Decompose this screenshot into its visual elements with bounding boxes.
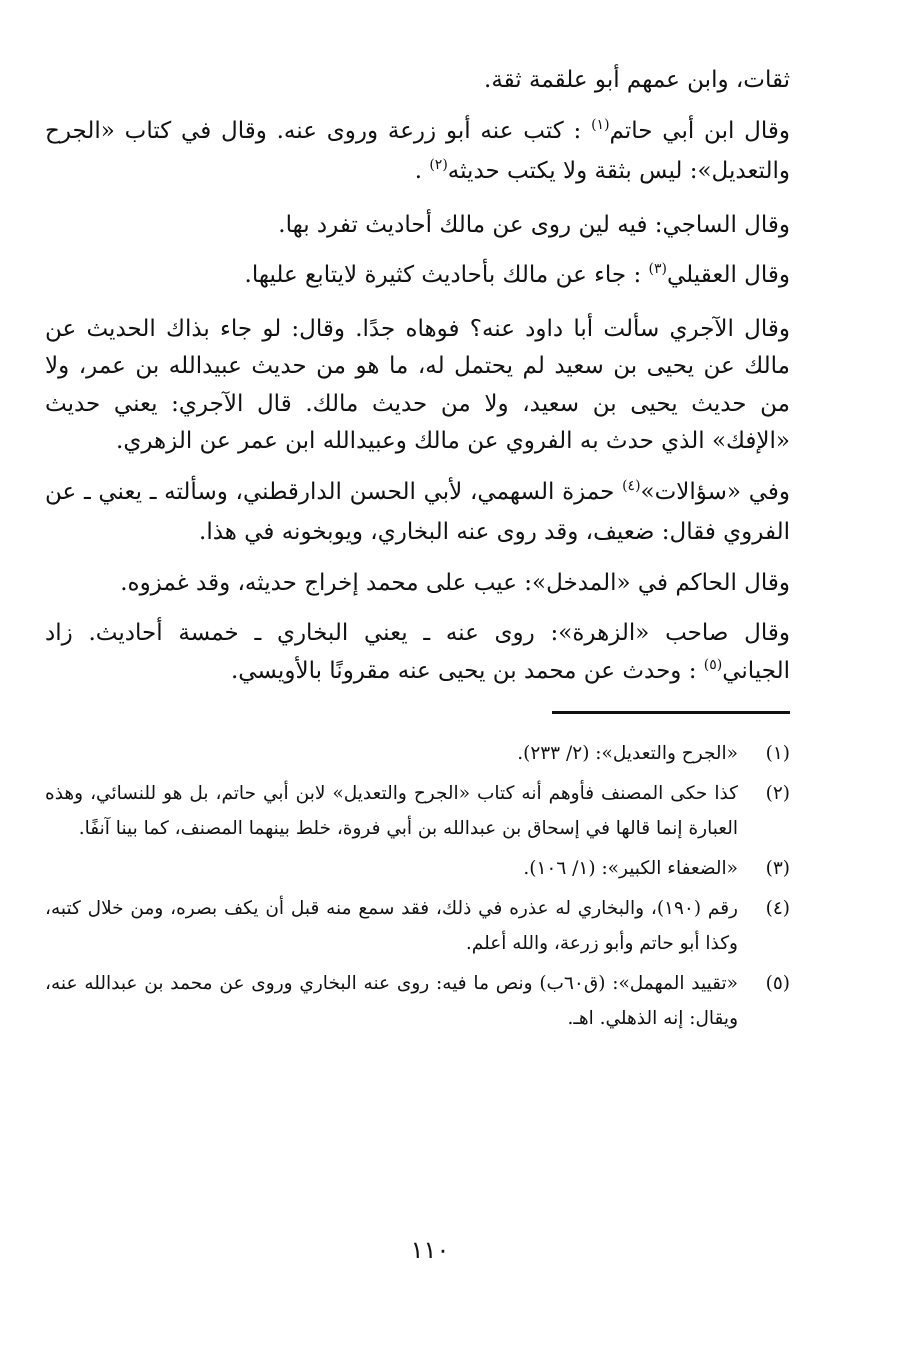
paragraph-text: وقال صاحب «الزهرة»: روى عنه ـ يعني البخاري ـ خمسة أحاديث. زاد الجياني <box>45 620 790 684</box>
footnote-ref-5[interactable]: (٥) <box>703 656 723 673</box>
footnote-number: (٣) <box>765 858 790 879</box>
paragraph-5 <box>45 311 790 461</box>
paragraph-text: : كتب عنه أبو زرعة وروى عنه. وقال في كتاب «الجرح والتعديل»: ليس بثقة ولا يكتب حديثه <box>45 117 790 184</box>
footnote-text: كذا حكى المصنف فأوهم أنه كتاب «الجرح والتعديل» لابن أبي حاتم، بل هو للنسائي، وهذه العبارة إنما قالها في إسحاق بن عبدالله بن أبي فروة، خلط بينهما المصنف، كما بينا آنفًا. <box>45 783 738 839</box>
footnote-ref-4[interactable]: (٤) <box>622 477 641 494</box>
page-number: ١١٠ <box>410 1236 450 1264</box>
paragraph-3 <box>45 207 790 245</box>
paragraph-text: وقال العقيلي <box>667 262 790 288</box>
footnote-text: «تقييد المهمل»: (ق٦٠ب) ونص ما فيه: روى عنه البخاري وروى عن محمد بن عبدالله عنه، ويقال: إنه الذهلي. اهـ. <box>45 973 738 1029</box>
paragraph-text: . <box>414 158 430 184</box>
paragraph-2 <box>45 113 790 194</box>
paragraph-text: حمزة السهمي، لأبي الحسن الدارقطني، وسألته ـ يعني ـ عن الفروي فقال: ضعيف، وقد روى عنه البخاري، ويوبخونه في هذا. <box>45 478 790 545</box>
book-page <box>45 62 790 1041</box>
footnote-number: (١) <box>765 743 790 764</box>
footnote-number: (٤) <box>765 898 790 919</box>
footnote-2 <box>45 776 790 846</box>
paragraph-1 <box>45 62 790 100</box>
footnote-4 <box>45 891 790 961</box>
footnote-number: (٢) <box>765 783 790 804</box>
footnote-text: «الضعفاء الكبير»: (١/ ١٠٦). <box>523 858 738 879</box>
footnote-number: (٥) <box>765 973 790 994</box>
paragraph-text: : وحدث عن محمد بن يحيى عنه مقرونًا بالأويسي. <box>230 657 704 684</box>
footnotes <box>45 736 790 1036</box>
footnote-1 <box>45 736 790 771</box>
footnote-ref-2[interactable]: (٢) <box>429 157 448 173</box>
paragraph-text: وقال الساجي: فيه لين روى عن مالك أحاديث تفرد بها. <box>278 211 790 238</box>
footnote-3 <box>45 851 790 886</box>
paragraph-text: وقال ابن أبي حاتم <box>609 117 790 144</box>
paragraph-text: : جاء عن مالك بأحاديث كثيرة لايتابع عليها. <box>244 262 649 288</box>
paragraph-4 <box>45 257 790 298</box>
paragraph-6 <box>45 474 790 552</box>
footnote-5 <box>45 966 790 1036</box>
paragraph-8 <box>45 615 790 693</box>
paragraph-text: وقال الحاكم في «المدخل»: عيب على محمد إخراج حديثه، وقد غمزوه. <box>120 569 790 596</box>
footnote-text: رقم (١٩٠)، والبخاري له عذره في ذلك، فقد سمع منه قبل أن يكف بصره، ومن خلال كتبه، وكذا أبو حاتم وأبو زرعة، والله أعلم. <box>45 898 738 954</box>
paragraph-text: وفي «سؤالات» <box>640 478 790 505</box>
paragraph-text: وقال الآجري سألت أبا داود عنه؟ فوهاه جدًا. وقال: لو جاء بذاك الحديث عن مالك عن يحيى بن سعيد لم يحتمل له، ما هو من حديث عبيدالله بن عمر، ولا من حديث يحيى بن سعيد، ولا من حديث مالك. قال الآجري: يعني حديث «الإفك» الذي حدث به الفروي عن مالك وعبيدالله ابن عمر عن الزهري. <box>45 315 790 454</box>
paragraph-7 <box>45 565 790 603</box>
paragraph-text: ثقات، وابن عمهم أبو علقمة ثقة. <box>484 67 790 93</box>
footnote-ref-1[interactable]: (١) <box>591 116 610 133</box>
footnote-separator <box>552 711 790 714</box>
footnote-ref-3[interactable]: (٣) <box>648 261 667 277</box>
main-text <box>45 62 790 693</box>
footnote-text: «الجرح والتعديل»: (٢/ ٢٣٣). <box>517 743 738 764</box>
